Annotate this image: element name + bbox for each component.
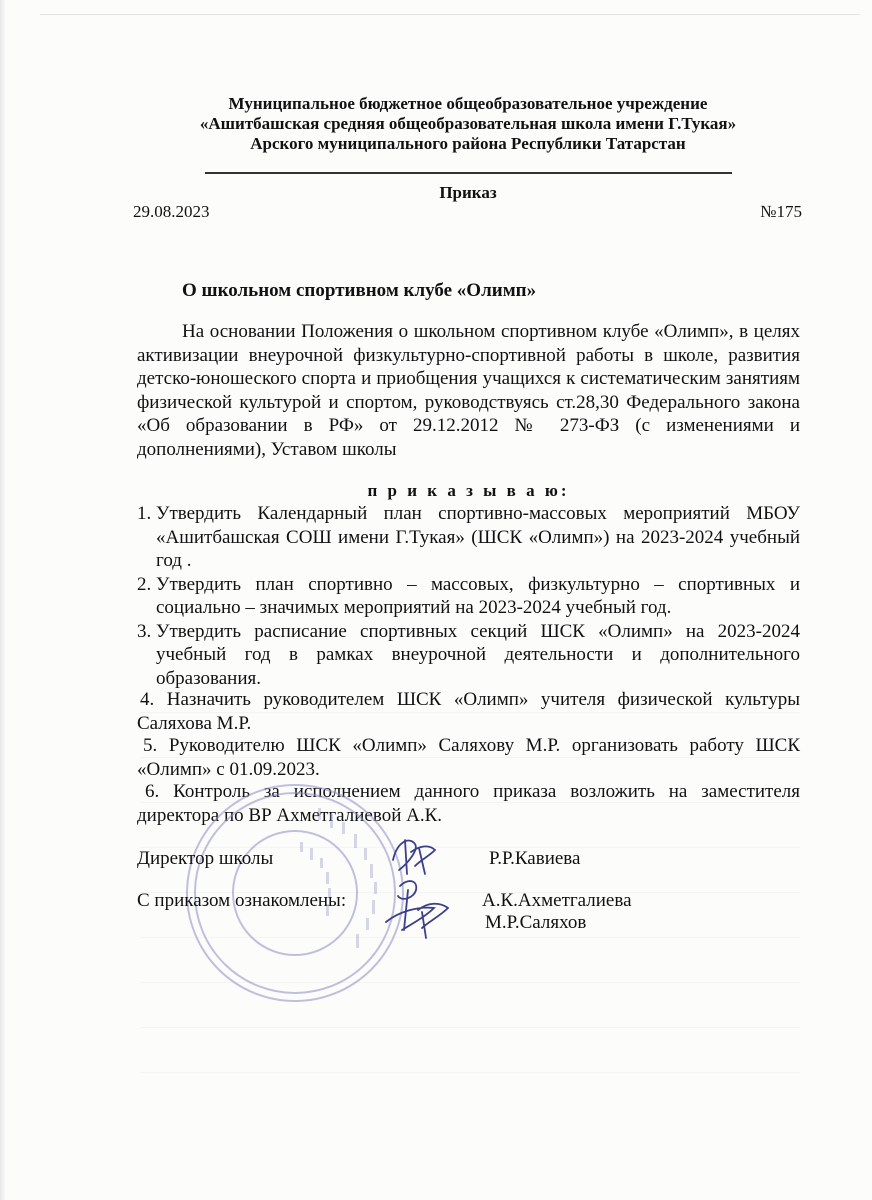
header-rule bbox=[205, 172, 732, 174]
document-number: №175 bbox=[760, 202, 802, 221]
document-title: Приказ bbox=[439, 183, 497, 202]
order-item-text: Утвердить Календарный план спортивно-массовых мероприятий МБОУ «Ашитбашская СОШ имени Г.Тукая» (ШСК «Олимп») на 2023-2024 учебный год . bbox=[156, 503, 800, 571]
director-name: Р.Р.Кавиева bbox=[489, 848, 581, 869]
director-label: Директор школы bbox=[137, 848, 274, 869]
acquainted-name-1: А.К.Ахметгалиева bbox=[482, 890, 632, 911]
order-item-1 bbox=[137, 502, 800, 573]
order-item-text: Утвердить план спортивно – массовых, физкультурно – спортивных и социально – значимых мероприятий на 2023-2024 учебный год. bbox=[156, 573, 800, 618]
page-edge-shadow bbox=[0, 0, 6, 1200]
order-item-number: 3. bbox=[137, 620, 152, 642]
order-word: п р и к а з ы в а ю: bbox=[367, 481, 570, 500]
order-item-number: 2. bbox=[137, 573, 152, 595]
order-item-6: 6. Контроль за исполнением данного приказа возложить на заместителя директора по ВР Ахметгалиевой А.К. bbox=[137, 781, 800, 826]
order-item-5: 5. Руководителю ШСК «Олимп» Саляхову М.Р. организовать работу ШСК «Олимп» с 01.09.2023. bbox=[137, 735, 800, 780]
org-name-line-1: Муниципальное бюджетное общеобразовательное учреждение bbox=[228, 94, 708, 113]
org-name-line-3: Арского муниципального района Республики Татарстан bbox=[250, 134, 686, 153]
order-items-list bbox=[137, 502, 800, 690]
preamble-paragraph: На основании Положения о школьном спортивном клубе «Олимп», в целях активизации внеурочной физкультурно-спортивной работы в школе, развития детско-юношеского спорта и приобщения учащихся к систематическим занятиям физической культурой и спортом, руководствуясь ст.28,30 Федерального закона «Об образовании в РФ» от 29.12.2012 № 273-ФЗ (с изменениями и дополнениями), Уставом школы bbox=[137, 321, 800, 460]
document-date: 29.08.2023 bbox=[133, 202, 210, 221]
acquainted-name-2: М.Р.Саляхов bbox=[485, 912, 587, 933]
order-item-3 bbox=[137, 620, 800, 691]
order-item-2 bbox=[137, 573, 800, 620]
acquainted-label: С приказом ознакомлены: bbox=[137, 890, 347, 911]
scan-top-line bbox=[40, 14, 860, 15]
order-item-number: 1. bbox=[137, 503, 152, 524]
order-item-text: Утвердить расписание спортивных секций ШСК «Олимп» на 2023-2024 учебный год в рамках внеурочной деятельности и дополнительного образования. bbox=[156, 620, 800, 689]
org-name-line-2: «Ашитбашская средняя общеобразовательная школа имени Г.Тукая» bbox=[199, 114, 737, 133]
acquainted-signatures-icon bbox=[378, 872, 458, 942]
order-item-4: 4. Назначить руководителем ШСК «Олимп» учителя физической культуры Саляхова М.Р. bbox=[137, 689, 800, 734]
document-subject: О школьном спортивном клубе «Олимп» bbox=[182, 280, 537, 301]
